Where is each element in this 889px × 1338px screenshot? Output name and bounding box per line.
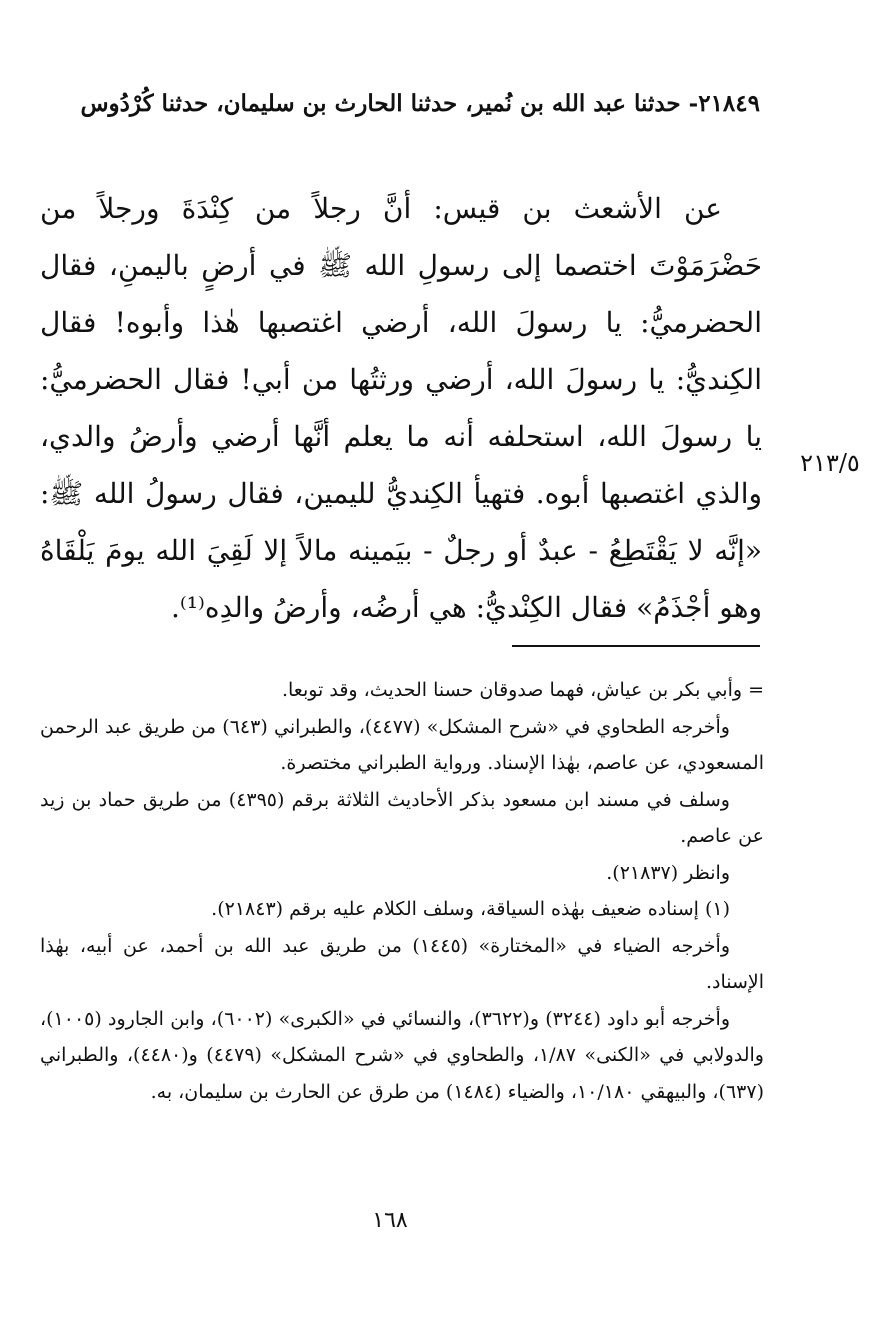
hadith-heading: ٢١٨٤٩- حدثنا عبد الله بن نُمير، حدثنا الحارث بن سليمان، حدثنا كُرْدُوس bbox=[80, 90, 760, 117]
hadith-text: عن الأشعث بن قيس: أنَّ رجلاً من كِنْدَةَ ورجلاً من حَضْرَمَوْتَ اختصما إلى رسولِ الله ﷺ في أرضٍ باليمنِ، فقال الحضرميُّ: يا رسولَ الله، أرضي اغتصبها هٰذا وأبوه! فقال الكِنديُّ: يا رسولَ الله، أرضي ورثتُها من أبي! فقال الحضرميُّ: يا رسولَ الله، استحلفه أنه ما يعلم أنَّها أرضي وأرضُ والدي، والذي اغتصبها أبوه. فتهيأ الكِنديُّ لليمين، فقال رسولُ الله ﷺ: «إنَّه لا يَقْتَطِعُ - عبدٌ أو رجلٌ - بيَمينه مالاً إلا لَقِيَ الله يومَ يَلْقَاهُ وهو أجْذَمُ» فقال الكِنْديُّ: هي أرضُه، وأرضُ والدِه⁽¹⁾. bbox=[40, 192, 762, 624]
footnote-paragraph: وأخرجه الضياء في «المختارة» (١٤٤٥) من طريق عبد الله بن أحمد، عن أبيه، بهٰذا الإسناد. bbox=[40, 934, 764, 993]
footnote-paragraph: وانظر (٢١٨٣٧). bbox=[606, 861, 730, 884]
footnote-paragraph: وأخرجه الطحاوي في «شرح المشكل» (٤٤٧٧)، والطبراني (٦٤٣) من طريق عبد الرحمن المسعودي، عن عاصم، بهٰذا الإسناد. ورواية الطبراني مختصرة. bbox=[40, 715, 764, 774]
footnote-separator bbox=[512, 645, 760, 647]
footnote-1: (١) إسناده ضعيف بهٰذه السياقة، وسلف الكلام عليه برقم (٢١٨٤٣). bbox=[211, 898, 730, 920]
footnotes-block bbox=[40, 672, 764, 1110]
page-number: ١٦٨ bbox=[372, 1208, 408, 1233]
margin-volume-page-reference: ٢١٣/٥ bbox=[800, 449, 860, 477]
footnote-continuation: = وأبي بكر بن عياش، فهما صدوقان حسنا الحديث، وقد توبعا. bbox=[281, 679, 764, 701]
footnote-paragraph: وأخرجه أبو داود (٣٢٤٤) و(٣٦٢٢)، والنسائي في «الكبرى» (٦٠٠٢)، وابن الجارود (١٠٠٥)، والدولابي في «الكنى» ١/٨٧، والطحاوي في «شرح المشكل» (٤٤٧٩) و(٤٤٨٠)، والطبراني (٦٣٧)، والبيهقي ١٠/١٨٠، والضياء (١٤٨٤) من طرق عن الحارث بن سليمان، به. bbox=[40, 1007, 764, 1103]
footnote-paragraph: وسلف في مسند ابن مسعود بذكر الأحاديث الثلاثة برقم (٤٣٩٥) من طريق حماد بن زيد عن عاصم. bbox=[40, 788, 764, 847]
